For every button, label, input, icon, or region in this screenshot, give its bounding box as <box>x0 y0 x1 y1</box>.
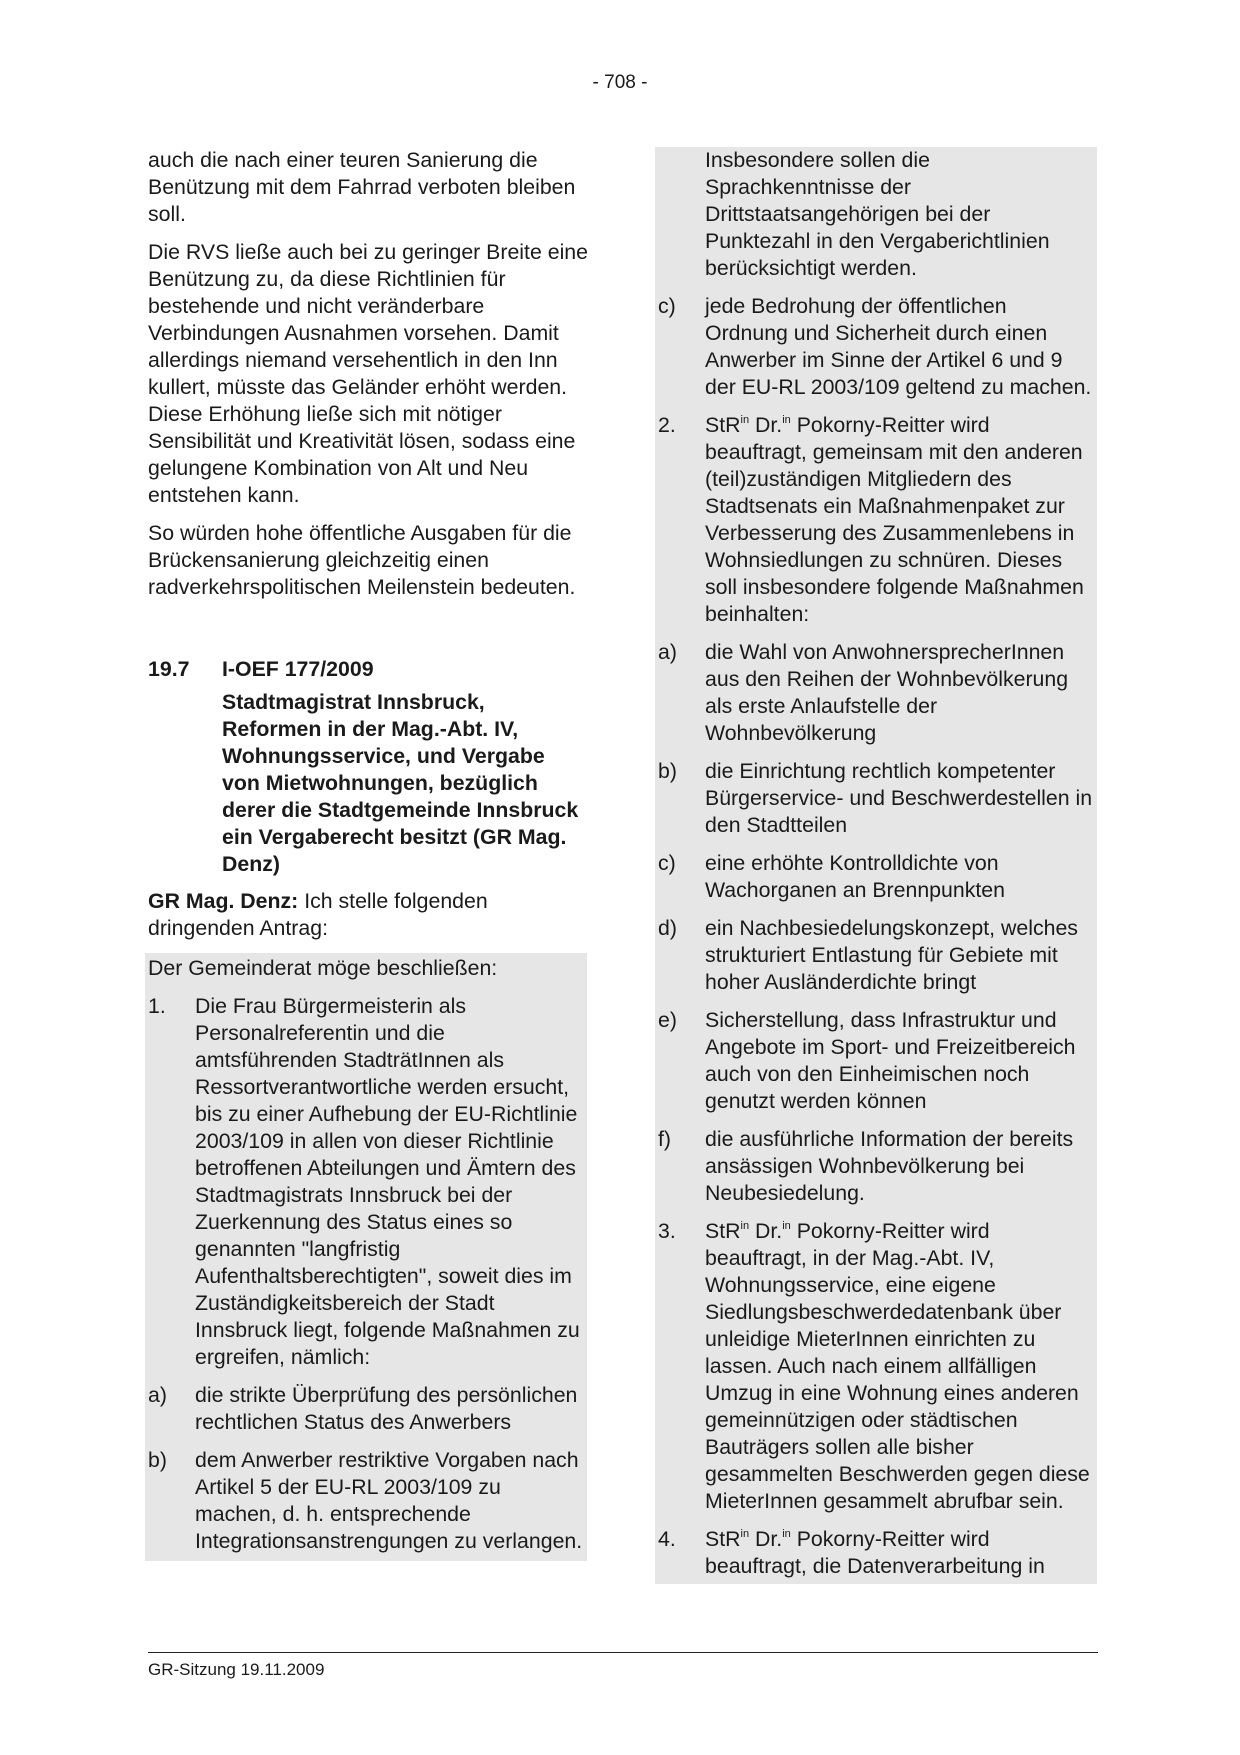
section-code: I-OEF 177/2009 <box>222 657 374 681</box>
list-item <box>658 915 1094 996</box>
title-dr: Dr. <box>755 1527 783 1551</box>
item-body: beauftragt, gemeinsam mit den anderen (teil)zuständigen Mitgliedern des Stadtsenats ein Maßnahmenpaket zur Verbesserung des Zusammenlebens in Wohnsiedlungen zu schnüren. Dieses soll insbesondere folgende Maßnahmen beinhalten: <box>705 440 1084 626</box>
speaker-intro: Ich stelle folgenden dringenden Antrag: <box>148 889 488 940</box>
title-sup: in <box>740 1528 750 1540</box>
title-sup: in <box>782 1220 791 1232</box>
title-dr: Dr. <box>755 413 783 437</box>
item-marker: 3. <box>658 1219 676 1243</box>
person-name: Pokorny-Reitter wird <box>796 1219 990 1243</box>
right-column <box>658 147 1098 1584</box>
title-str: StR <box>705 1219 741 1243</box>
item-text: eine erhöhte Kontrolldichte von Wachorganen an Brennpunkten <box>705 851 1005 902</box>
title-dr: Dr. <box>755 1219 783 1243</box>
item-text: Die Frau Bürgermeisterin als Personalreferentin und die amtsführenden StadträtInnen als Ressortverantwortliche werden ersucht, bis zu einer Aufhebung der EU-Richtlinie 2003/109 in allen von dieser Richtlinie betroffenen Abteilungen und Ämtern des Stadtmagistrats Innsbruck bei der Zuerkennung des Status eines so genannten "langfristig Aufenthaltsberechtigten", soweit dies im Zuständigkeitsbereich der Stadt Innsbruck liegt, folgende Maßnahmen zu ergreifen, nämlich: <box>195 994 580 1369</box>
page-number: - 708 - <box>592 72 648 93</box>
list-item <box>658 1126 1094 1207</box>
title-str: StR <box>705 413 741 437</box>
item-text: die Einrichtung rechtlich kompetenter Bürgerservice- und Beschwerdestellen in den Stadtteilen <box>705 759 1093 837</box>
item-text <box>705 412 1094 628</box>
list-item <box>148 1447 584 1555</box>
paragraph: Die RVS ließe auch bei zu geringer Breite eine Benützung zu, da diese Richtlinien für bestehende und nicht veränderbare Verbindungen Ausnahmen vorsehen. Damit allerdings niemand versehentlich in den Inn kullert, müsste das Geländer erhöht werden. Diese Erhöhung ließe sich mit nötiger Sensibilität und Kreativität lösen, sodass eine gelungene Kombination von Alt und Neu entstehen kann. <box>148 240 588 507</box>
list-item <box>148 993 584 1371</box>
footer-text: GR-Sitzung 19.11.2009 <box>148 1660 325 1679</box>
item-text <box>705 1218 1094 1515</box>
item-marker: e) <box>658 1008 677 1032</box>
left-column <box>148 147 588 1561</box>
title-sup: in <box>740 414 750 426</box>
item-marker: c) <box>658 294 676 318</box>
item-text: die Wahl von AnwohnersprecherInnen aus den Reihen der Wohnbevölkerung als erste Anlaufstelle der Wohnbevölkerung <box>705 640 1069 745</box>
continuation-text: Insbesondere sollen die Sprachkenntnisse der Drittstaatsangehörigen bei der Punktezahl in den Vergaberichtlinien berücksichtigt werden. <box>705 148 1050 280</box>
list-item <box>658 1218 1094 1515</box>
list-item <box>658 1007 1094 1115</box>
footer-rule <box>148 1652 1098 1653</box>
list-item <box>658 293 1094 401</box>
section-title: Stadtmagistrat Innsbruck, Reformen in der Mag.-Abt. IV, Wohnungsservice, und Vergabe von Mietwohnungen, bezüglich derer die Stadtgemeinde Innsbruck ein Vergaberecht besitzt (GR Mag. Denz) <box>222 690 579 876</box>
list-item <box>658 639 1094 747</box>
item-body: beauftragt, die Datenverarbeitung in <box>705 1554 1045 1578</box>
motion-heading: Der Gemeinderat möge beschließen: <box>148 956 498 980</box>
item-text: ein Nachbesiedelungskonzept, welches strukturiert Entlastung für Gebiete mit hoher Ausländerdichte bringt <box>705 916 1078 994</box>
item-marker: 1. <box>148 994 166 1018</box>
item-marker: 4. <box>658 1527 676 1551</box>
item-marker: c) <box>658 851 676 875</box>
item-text: die ausführliche Information der bereits ansässigen Wohnbevölkerung bei Neubesiedelung. <box>705 1127 1074 1205</box>
list-item <box>148 1382 584 1436</box>
item-text: Sicherstellung, dass Infrastruktur und Angebote im Sport- und Freizeitbereich auch von den Einheimischen noch genutzt werden können <box>705 1008 1076 1113</box>
item-marker: a) <box>658 640 677 664</box>
item-marker: b) <box>148 1448 167 1472</box>
paragraph: auch die nach einer teuren Sanierung die Benützung mit dem Fahrrad verboten bleiben soll. <box>148 148 576 226</box>
motion-block <box>145 953 587 1561</box>
person-name: Pokorny-Reitter wird <box>796 413 990 437</box>
item-marker: b) <box>658 759 677 783</box>
item-text <box>705 1526 1094 1580</box>
list-item <box>658 1526 1094 1580</box>
title-sup: in <box>740 1220 750 1232</box>
motion-block-continued <box>655 147 1097 1584</box>
title-sup: in <box>782 414 791 426</box>
section-heading <box>148 656 588 683</box>
list-item <box>658 412 1094 628</box>
speaker-name: GR Mag. Denz: <box>148 889 299 913</box>
item-text: dem Anwerber restriktive Vorgaben nach Artikel 5 der EU-RL 2003/109 zu machen, d. h. entsprechende Integrationsanstrengungen zu verlangen. <box>195 1448 583 1553</box>
item-marker: d) <box>658 916 677 940</box>
paragraph: So würden hohe öffentliche Ausgaben für die Brückensanierung gleichzeitig einen radverkehrspolitischen Meilenstein bedeuten. <box>148 521 576 599</box>
section-number: 19.7 <box>148 657 190 681</box>
list-item <box>658 758 1094 839</box>
item-marker: 2. <box>658 413 676 437</box>
item-text: jede Bedrohung der öffentlichen Ordnung und Sicherheit durch einen Anwerber im Sinne der Artikel 6 und 9 der EU-RL 2003/109 geltend zu machen. <box>705 294 1092 399</box>
person-name: Pokorny-Reitter wird <box>796 1527 990 1551</box>
item-marker: a) <box>148 1383 167 1407</box>
item-body: beauftragt, in der Mag.-Abt. IV, Wohnungsservice, eine eigene Siedlungsbeschwerdedatenbank über unleidige MieterInnen einrichten zu lassen. Auch nach einem allfälligen Umzug in eine Wohnung eines anderen gemeinnützigen oder städtischen Bauträgers sollen alle bisher gesammelten Beschwerden gegen diese MieterInnen gesammelt abrufbar sein. <box>705 1246 1090 1513</box>
item-text: die strikte Überprüfung des persönlichen rechtlichen Status des Anwerbers <box>195 1383 578 1434</box>
speaker-paragraph <box>148 888 588 942</box>
list-item <box>658 850 1094 904</box>
item-marker: f) <box>658 1127 672 1151</box>
title-sup: in <box>782 1528 791 1540</box>
title-str: StR <box>705 1527 741 1551</box>
